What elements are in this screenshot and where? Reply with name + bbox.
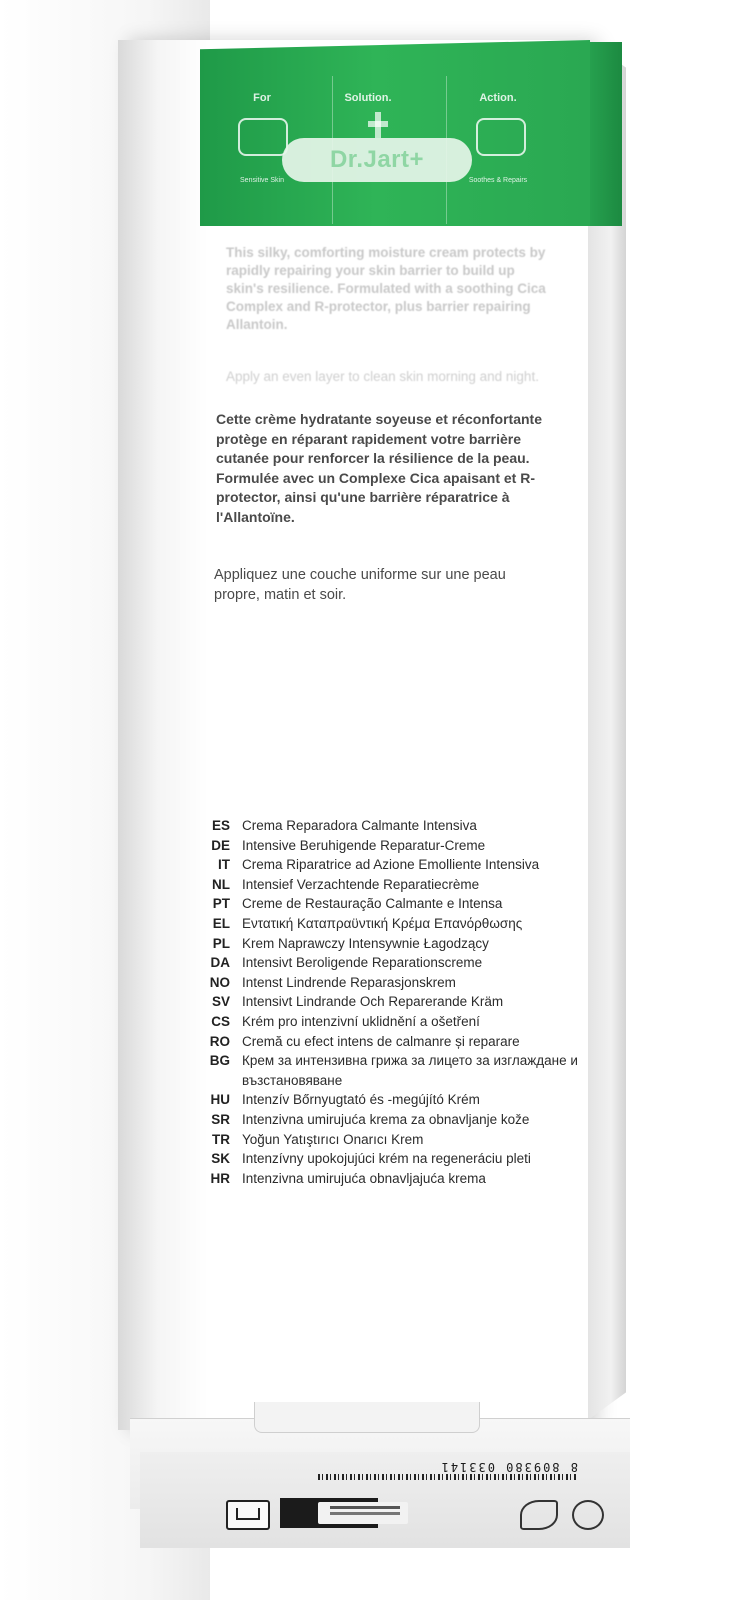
language-row xyxy=(170,1149,590,1169)
language-code: TR xyxy=(212,1131,230,1147)
language-code: HU xyxy=(210,1092,230,1108)
mobius-icon xyxy=(520,1500,558,1530)
english-description: This silky, comforting moisture cream protects by rapidly repairing your skin barrier to build up skin's resilience. Formulated with a soothing Cica Complex and R-protector, plus barrier repairing Allantoin. xyxy=(226,245,546,332)
small-print xyxy=(330,1506,400,1509)
language-row xyxy=(170,973,590,993)
brand-logo: Dr.Jart+ xyxy=(282,138,472,182)
language-code: PL xyxy=(212,935,230,951)
language-code: CS xyxy=(211,1013,230,1029)
band-col-sub: Sensitive Skin xyxy=(240,177,284,184)
language-code: NL xyxy=(212,876,230,892)
language-row xyxy=(170,875,590,895)
language-product-name: Intensivt Lindrande Och Reparerande Kräm xyxy=(242,994,504,1010)
english-directions: Apply an even layer to clean skin morning and night. xyxy=(226,369,539,384)
language-row xyxy=(170,816,590,836)
band-col-title: For xyxy=(253,92,271,104)
language-product-name: Crema Reparadora Calmante Intensiva xyxy=(242,818,477,833)
language-product-name: Intenst Lindrende Reparasjonskrem xyxy=(242,974,456,990)
cross-icon xyxy=(368,112,388,138)
language-code: SK xyxy=(211,1151,230,1167)
band-col-sub: Soothes & Repairs xyxy=(468,177,528,184)
language-row xyxy=(170,914,590,934)
box-side-panel xyxy=(588,40,626,1420)
language-code: PT xyxy=(212,896,230,912)
language-product-name: Yoğun Yatıştırıcı Onarıcı Krem xyxy=(242,1131,424,1147)
language-code: ES xyxy=(211,818,230,833)
language-product-name: Intenzívny upokojujúci krém na regeneráciu pleti xyxy=(242,1151,531,1167)
language-list xyxy=(170,816,590,1188)
language-row xyxy=(170,1051,590,1090)
band-col-title: Solution. xyxy=(344,92,392,104)
language-row xyxy=(170,992,590,1012)
barcode xyxy=(318,1474,578,1480)
language-product-name: Cremă cu efect intens de calmanre și reparare xyxy=(242,1033,520,1049)
language-code: EL xyxy=(212,915,230,931)
language-row xyxy=(170,1169,590,1189)
language-code: BG xyxy=(209,1053,230,1069)
recycle-symbol-icon xyxy=(226,1500,270,1530)
leaf-icon xyxy=(572,1500,604,1530)
barrier-icon xyxy=(476,118,526,156)
green-band-side xyxy=(590,42,622,226)
language-row xyxy=(170,855,590,875)
barcode-number: 8 809380 033141 xyxy=(439,1460,578,1474)
language-row xyxy=(170,836,590,856)
lid-tab xyxy=(254,1402,480,1433)
band-column-solution xyxy=(318,92,418,104)
language-code: DE xyxy=(211,837,230,853)
language-product-name: Crema Riparatrice ad Azione Emolliente Intensiva xyxy=(242,857,540,873)
language-row xyxy=(170,1110,590,1130)
language-code: SR xyxy=(211,1111,230,1127)
language-product-name: Krém pro intenzivní uklidnění a ošetření xyxy=(242,1013,480,1029)
language-row xyxy=(170,1032,590,1052)
language-row xyxy=(170,1130,590,1150)
language-code: HR xyxy=(210,1170,230,1186)
language-row xyxy=(170,1090,590,1110)
language-product-name: Крем за интензивна грижа за лицето за изглаждане и възстановяване xyxy=(242,1053,578,1088)
language-product-name: Intensive Beruhigende Reparatur-Creme xyxy=(242,837,486,853)
language-code: DA xyxy=(210,955,230,971)
french-directions: Appliquez une couche uniforme sur une peau propre, matin et soir. xyxy=(214,567,506,603)
language-product-name: Intenzív Bőrnyugtató és -megújító Krém xyxy=(242,1092,480,1108)
language-code: IT xyxy=(218,857,230,873)
language-product-name: Intensivt Beroligende Reparationscreme xyxy=(242,955,483,971)
language-product-name: Creme de Restauração Calmante e Intensa xyxy=(242,896,503,912)
language-product-name: Intensief Verzachtende Reparatiecrème xyxy=(242,876,480,892)
language-code: NO xyxy=(209,974,230,990)
language-product-name: Intenzivna umirujuća krema za obnavljanje kože xyxy=(242,1111,530,1127)
language-code: RO xyxy=(209,1033,230,1049)
language-row xyxy=(170,894,590,914)
language-row xyxy=(170,953,590,973)
language-product-name: Εντατική Καταπραϋντική Κρέμα Επανόρθωσης xyxy=(242,915,523,931)
language-row xyxy=(170,1012,590,1032)
band-col-title: Action. xyxy=(479,92,517,104)
french-description: Cette crème hydratante soyeuse et réconfortante protège en réparant rapidement votre barrière cutanée pour renforcer la résilience de la peau. Formulée avec un Complexe Cica apaisant et R-protector, ainsi qu'une barrière réparatrice à l'Allantoïne. xyxy=(216,411,542,525)
skin-face-icon xyxy=(238,118,288,156)
language-product-name: Intenzivna umirujuća obnavljajuća krema xyxy=(242,1170,486,1186)
language-row xyxy=(170,934,590,954)
language-code: SV xyxy=(211,994,230,1010)
language-product-name: Krem Naprawczy Intensywnie Łagodzący xyxy=(242,935,489,951)
